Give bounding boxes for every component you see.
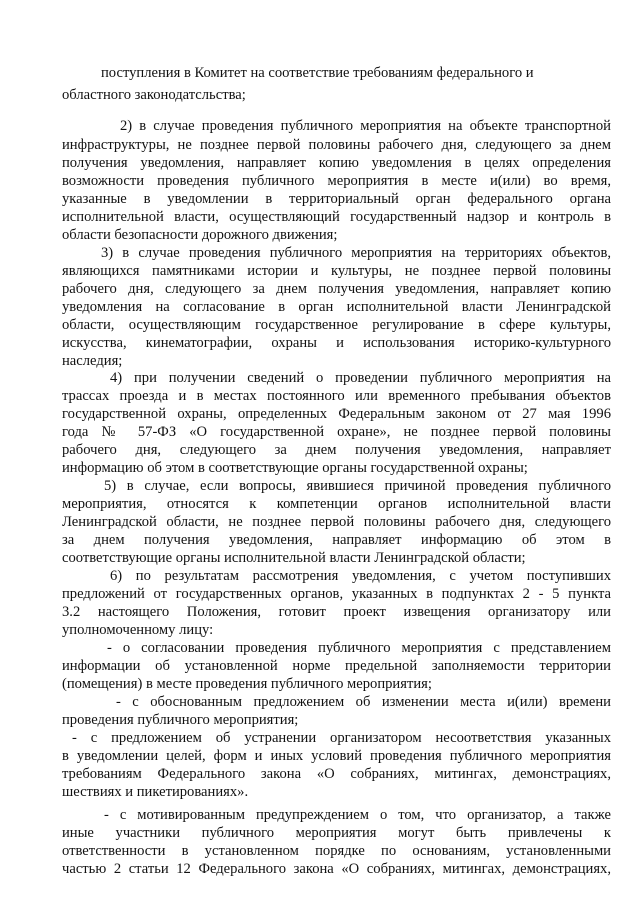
text-line: за днем получения уведомления, направляет информацию об этом в — [62, 532, 611, 548]
text-line: являющихся памятниками истории и культуры, не позднее первой половины — [62, 263, 611, 279]
text-line: поступления в Комитет на соответствие требованиям федерального и — [101, 65, 534, 81]
text-line: мероприятия, относятся к компетенции органов исполнительной власти — [62, 496, 611, 512]
text-line: получения уведомления, направляет копию уведомления в целях определения — [62, 155, 611, 171]
text-line: наследия; — [62, 353, 123, 369]
text-line: 2) в случае проведения публичного мероприятия на объекте транспортной — [120, 118, 611, 134]
text-line: уведомления на согласование в орган исполнительной власти Ленинградской — [62, 299, 611, 315]
text-line: исполнительной власти, осуществляющий государственный надзор и контроль в — [62, 209, 611, 225]
text-line: информации об установленной норме предельной заполняемости территории — [62, 658, 611, 674]
text-line: рабочего дня, следующего за днем получения уведомления, направляет копию — [62, 281, 611, 297]
text-line: Ленинградской области, не позднее первой половины рабочего дня, следующего — [62, 514, 611, 530]
text-line: - о согласовании проведения публичного мероприятия с представлением — [107, 640, 611, 656]
text-line: частью 2 статьи 12 Федерального закона «О собраниях, митингах, демонстрациях, — [62, 861, 611, 877]
text-line: - с мотивированным предупреждением о том, что организатор, а также — [104, 807, 611, 823]
text-line: требованиям Федерального закона «О собраниях, митингах, демонстрациях, — [62, 766, 611, 782]
text-line: искусства, кинематографии, охраны и использования историко-культурного — [62, 335, 611, 351]
text-line: уполномоченному лицу: — [62, 622, 214, 638]
text-line: шествиях и пикетированиях». — [62, 784, 249, 800]
text-line: области, осуществляющим государственное регулирование в сфере культуры, — [62, 317, 611, 333]
text-line: 3) в случае проведения публичного мероприятия на территориях объектов, — [101, 245, 611, 261]
text-line: указанные в уведомлении в территориальный орган федерального органа — [62, 191, 611, 207]
text-line: иные участники публичного мероприятия могут быть привлечены к — [62, 825, 611, 841]
text-line: - с обоснованным предложением об изменении места и(или) времени — [116, 694, 611, 710]
text-line: 5) в случае, если вопросы, явившиеся причиной проведения публичного — [104, 478, 611, 494]
text-line: возможности проведения публичного мероприятия в месте и(или) во время, — [62, 173, 611, 189]
text-line: в уведомлении целей, форм и иных условий проведения публичного мероприятия — [62, 748, 611, 764]
text-line: области безопасности дорожного движения; — [62, 227, 338, 243]
text-line: рабочего дня, следующего за днем получения уведомления, направляет — [62, 442, 611, 458]
text-line: года № 57-ФЗ «О государственной охране», не позднее первой половины — [62, 424, 611, 440]
text-line: 6) по результатам рассмотрения уведомления, с учетом поступивших — [110, 568, 611, 584]
text-line: предложений от государственных органов, указанных в подпунктах 2 - 5 пункта — [62, 586, 611, 602]
text-line: - с предложением об устранении организатором несоответствия указанных — [72, 730, 611, 746]
text-line: соответствующие органы исполнительной власти Ленинградской области; — [62, 550, 526, 566]
text-line: трассах проезда и в местах постоянного или временного пребывания объектов — [62, 388, 611, 404]
text-line: ответственности в установленном порядке по основаниям, установленными — [62, 843, 611, 859]
text-line: инфраструктуры, не позднее первой половины рабочего дня, следующего за днем — [62, 137, 611, 153]
text-line: (помещения) в месте проведения публичного мероприятия; — [62, 676, 432, 692]
text-line: 3.2 настоящего Положения, готовит проект извещения организатору или — [62, 604, 611, 620]
text-line: областного законодатсльства; — [62, 87, 246, 103]
text-line: информацию об этом в соответствующие органы государственной охраны; — [62, 460, 528, 476]
text-line: 4) при получении сведений о проведении публичного мероприятия на — [110, 370, 611, 386]
text-line: проведения публичного мероприятия; — [62, 712, 299, 728]
text-line: государственной охраны, определенных Федеральным законом от 27 мая 1996 — [62, 406, 611, 422]
